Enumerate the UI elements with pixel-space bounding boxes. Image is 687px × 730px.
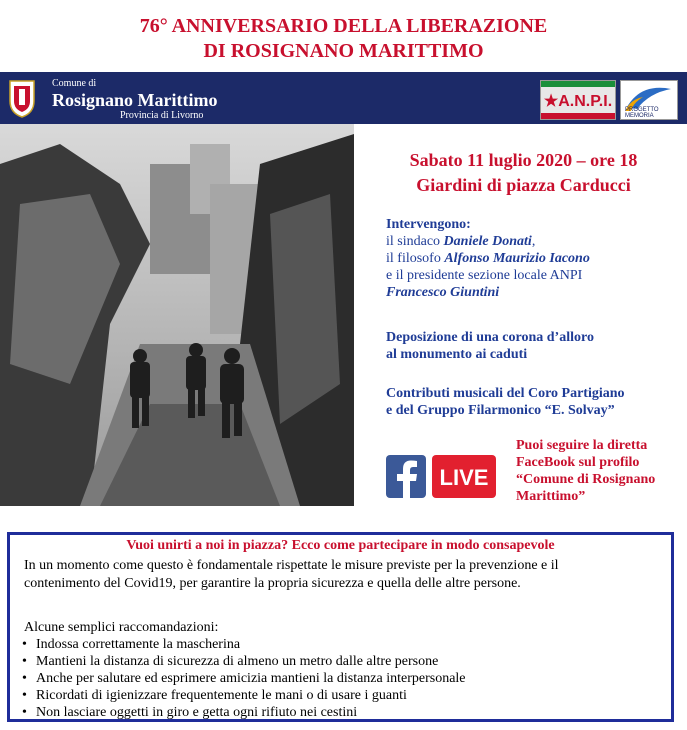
memoria-logo-text: PROGETTO MEMORIA <box>625 107 659 119</box>
guidelines-box <box>7 532 674 722</box>
list-item <box>22 670 662 687</box>
liberation-photo <box>0 124 354 506</box>
guidelines-intro <box>24 557 664 593</box>
comune-name: Rosignano Marittimo <box>52 90 218 110</box>
facebook-note-line-1: Puoi seguire la diretta <box>516 438 648 453</box>
music-block <box>386 385 686 419</box>
speaker2-name: Alfonso Maurizio Iacono <box>444 251 590 266</box>
music-line-1: Contributi musicali del Coro Partigiano <box>386 386 625 401</box>
facebook-note <box>516 437 676 505</box>
progetto-memoria-logo <box>620 80 678 120</box>
list-item-text: Indossa correttamente la mascherina <box>36 637 241 652</box>
bullet-icon: • <box>22 671 27 686</box>
facebook-note-line-2: FaceBook sul profilo <box>516 455 640 470</box>
header-banner <box>0 72 687 124</box>
guidelines-list <box>22 619 662 721</box>
provincia-label: Provincia di Livorno <box>120 110 204 121</box>
speakers-heading: Intervengono: <box>386 217 471 232</box>
music-line-2: e del Gruppo Filarmonico “E. Solvay” <box>386 403 615 418</box>
guidelines-title: Vuoi unirti a noi in piazza? Ecco come partecipare in modo consapevole <box>126 538 555 553</box>
list-item-text: Mantieni la distanza di sicurezza di almeno un metro dalle altre persone <box>36 654 439 669</box>
list-item-text: Ricordati di igienizzare frequentemente le mani o di usare i guanti <box>36 688 407 703</box>
list-item <box>22 704 662 721</box>
guidelines-intro-line-2: contenimento del Covid19, per garantire la propria sicurezza e quella delle altre persone. <box>24 576 521 591</box>
wreath-line-1: Deposizione di una corona d’alloro <box>386 330 594 345</box>
comune-crest-icon <box>8 77 36 119</box>
page-title <box>0 14 687 64</box>
bullet-icon: • <box>22 637 27 652</box>
speaker3-name: Francesco Giuntini <box>386 285 500 300</box>
speaker1-suffix: , <box>531 234 536 249</box>
comune-label: Comune di <box>52 78 97 89</box>
event-date-time: Sabato 11 luglio 2020 – ore 18 <box>409 150 638 170</box>
facebook-note-line-4: Marittimo” <box>516 489 586 504</box>
bullet-icon: • <box>22 688 27 703</box>
list-item <box>22 636 662 653</box>
guidelines-list-heading: Alcune semplici raccomandazioni: <box>24 620 219 635</box>
anpi-logo-text: ★A.N.P.I. <box>543 93 613 110</box>
event-location: Giardini di piazza Carducci <box>416 175 631 195</box>
title-line-2: DI ROSIGNANO MARITTIMO <box>203 40 484 62</box>
guidelines-intro-line-1: In un momento come questo è fondamentale rispettate le misure previste per la prevenzione e il <box>24 558 559 573</box>
speakers-block <box>386 216 686 301</box>
speaker3-line: e il presidente sezione locale ANPI <box>386 268 583 283</box>
speaker1-prefix: il sindaco <box>386 234 444 249</box>
list-item-text: Anche per salutare ed esprimere amicizia mantieni la distanza interpersonale <box>36 671 466 686</box>
wreath-line-2: al monumento ai caduti <box>386 347 528 362</box>
speaker2-prefix: il filosofo <box>386 251 445 266</box>
bullet-icon: • <box>22 654 27 669</box>
bullet-icon: • <box>22 705 27 720</box>
list-item-text: Non lasciare oggetti in giro e getta ogni rifiuto nei cestini <box>36 705 358 720</box>
speaker1-name: Daniele Donati <box>443 234 532 249</box>
facebook-note-line-3: “Comune di Rosignano <box>516 472 656 487</box>
list-item <box>22 653 662 670</box>
live-label: LIVE <box>439 465 489 490</box>
anpi-logo <box>540 80 616 120</box>
facebook-live-icon[interactable] <box>386 455 496 498</box>
list-item <box>22 687 662 704</box>
wreath-block <box>386 329 686 363</box>
title-line-1: 76° ANNIVERSARIO DELLA LIBERAZIONE <box>139 15 548 37</box>
